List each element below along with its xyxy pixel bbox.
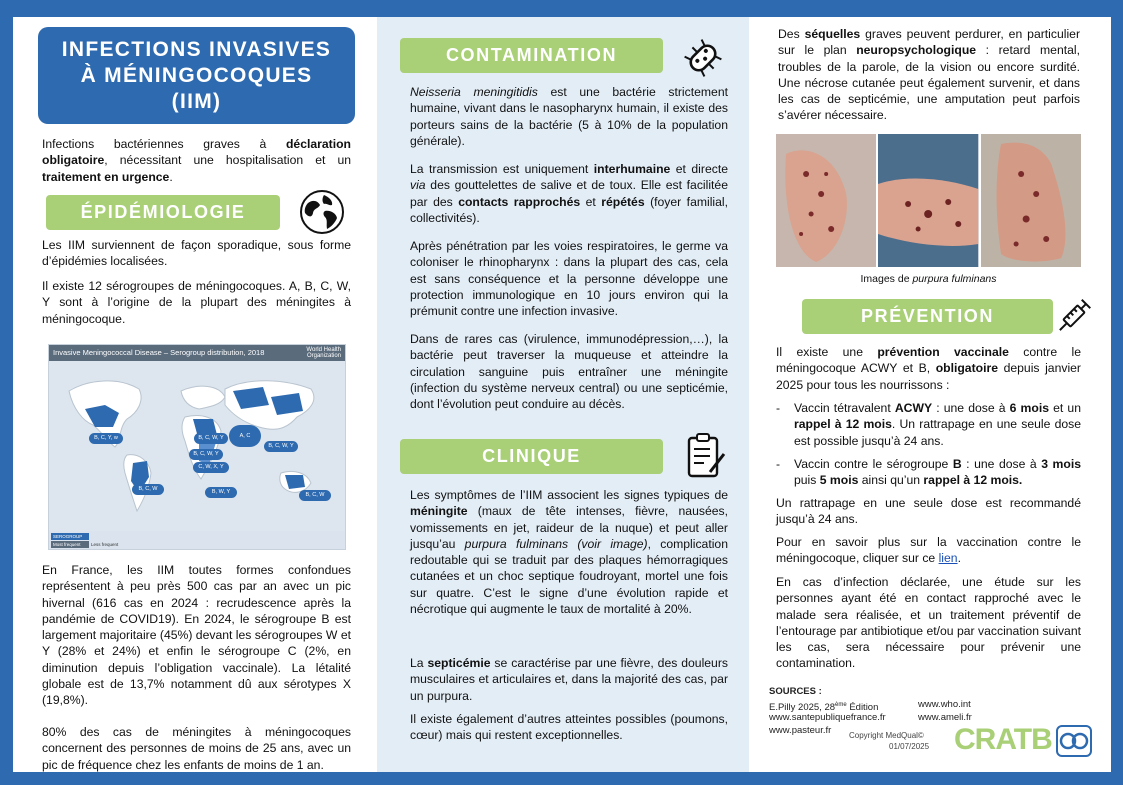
- copyright: Copyright MedQual©: [849, 731, 924, 740]
- clinique-p1: Les symptômes de l’IIM associent les signes typiques de méningite (maux de tête intenses, fièvre, nausées, vomissements en jet, raideur de la nuque) et peut aller jusqu’au purpura fulminans (voir image), complication redoutable qui se traduit par des plaques hémorragiques cutanées et un choc septique foudroyant, mortel une fois sur quatre. C’est le signe d’une évolution rapide et nécrotique qui augmente le taux de mortalité à 20%.: [410, 488, 728, 617]
- clipboard-icon: [684, 432, 728, 480]
- contamination-p3: Après pénétration par les voies respiratoires, le germe va coloniser le rhinopharynx : dans la plupart des cas, cela est sans conséquence et la personne développe une protection immunologique en 10 jours environ qui la prémunit contre une infection invasive.: [410, 239, 728, 319]
- column-contamination-clinique: [377, 17, 749, 772]
- globe-icon: [299, 189, 345, 235]
- column-epidemiology: [13, 17, 367, 772]
- clinique-heading: CLINIQUE: [400, 439, 663, 474]
- map-label: B, C, W, Y: [194, 433, 228, 444]
- page-title: [38, 27, 355, 124]
- publication-date: 01/07/2025: [889, 742, 930, 751]
- contamination-p2: La transmission est uniquement interhumaine et directe via des gouttelettes de salive et de toux. Elle est facilitée par des contacts rapprochés et répétés (foyer familial, collectivités).: [410, 162, 728, 225]
- map-label: B, C, W, Y: [189, 449, 223, 460]
- map-legend-frequent: Most frequent: [51, 541, 89, 548]
- leaflet-page: [13, 17, 1111, 772]
- map-label: C, W, X, Y: [193, 462, 229, 473]
- cratb-logo: CRATB: [954, 723, 1052, 756]
- title-line-1: INFECTIONS INVASIVES: [61, 38, 332, 61]
- prevention-bullet-b: - Vaccin contre le sérogroupe B : une dose à 3 mois puis 5 mois ainsi qu’un rappel à 12 mois.: [776, 456, 1081, 489]
- source-pilly: E.Pilly 2025, 28ème Édition: [769, 702, 879, 714]
- vaccination-link[interactable]: lien: [938, 551, 958, 566]
- intro-text: Infections bactériennes graves à déclaration obligatoire, nécessitant une hospitalisation et un traitement en urgence.: [42, 137, 351, 184]
- prevention-p3: Pour en savoir plus sur la vaccination contre le méningocoque, cliquer sur ce lien.: [776, 535, 1081, 566]
- map-legend-title: SEROGROUP: [51, 533, 89, 540]
- title-line-3: (IIM): [171, 90, 222, 113]
- contamination-p1: Neisseria meningitidis est une bactérie strictement humaine, vivant dans le nasopharynx humain, il existe des porteurs sains de la bactérie (5 à 10% de la population générale).: [410, 85, 728, 148]
- epidemiology-p1: Les IIM surviennent de façon sporadique, sous forme d’épidémies localisées.: [42, 238, 351, 269]
- map-label: B, W, Y: [205, 487, 237, 498]
- syringe-icon: [1051, 293, 1097, 339]
- map-title: Invasive Meningococcal Disease – Serogroup distribution, 2018: [49, 345, 345, 361]
- map-label: B, C, W: [299, 490, 331, 501]
- clinique-p3: Il existe également d’autres atteintes possibles (poumons, cœur) mais qui restent exceptionnelles.: [410, 712, 728, 743]
- prevention-p1: Il existe une prévention vaccinale contre le méningocoque ACWY et B, obligatoire depuis janvier 2025 pour tous les nourrissons :: [776, 345, 1081, 392]
- sequelles-text: Des séquelles graves peuvent perdurer, en particulier sur le plan neuropsychologique : retard mental, troubles de la parole, de la vision ou encore surdité. Une nécrose cutanée peut également survenir, et dans les cas de septicémie, une amputation peut parfois s’avérer nécessaire.: [778, 27, 1080, 123]
- map-label: B, C, W: [132, 484, 164, 495]
- purpura-photos: [776, 134, 1081, 267]
- prevention-p2: Un rattrapage en une seule dose est recommandé jusqu’à 24 ans.: [776, 496, 1081, 527]
- source-who[interactable]: www.who.int: [918, 699, 971, 710]
- source-spf[interactable]: www.santepubliquefrance.fr: [769, 712, 886, 723]
- prevention-bullet-acwy: - Vaccin tétravalent ACWY : une dose à 6 mois et un rappel à 12 mois. Un rattrapage en une seule dose est possible jusqu’à 24 ans.: [776, 400, 1081, 449]
- purpura-photo: [776, 134, 876, 267]
- map-label: B, C, W, Y: [264, 441, 298, 452]
- map-label: A, C: [229, 425, 261, 447]
- sources-label: SOURCES :: [769, 686, 822, 697]
- epidemiology-heading: ÉPIDÉMIOLOGIE: [46, 195, 280, 230]
- contamination-p4: Dans de rares cas (virulence, immunodépression,…), la bactérie peut traverser la muqueuse et atteindre la circulation sanguine puis entraîner une méningite (infection du système nerveux central) ou une septicémie, dont l’évolution peut conduire au décès.: [410, 332, 728, 412]
- cratb-logo-icon: [1056, 725, 1092, 757]
- contamination-heading: CONTAMINATION: [400, 38, 663, 73]
- map-org: World Health Organization: [306, 347, 341, 359]
- serogroup-map: [48, 344, 346, 550]
- photo-caption: Images de purpura fulminans: [860, 273, 997, 285]
- prevention-p4: En cas d’infection déclarée, une étude sur les personnes ayant été en contact rapproché avec le malade sera réalisée, et un traitement préventif de l’entourage par antibiotique et/ou par vaccination suivant les cas, sera nécessaire pour prévenir une contamination.: [776, 575, 1081, 671]
- epidemiology-p4: 80% des cas de méningites à méningocoques concernent des personnes de moins de 25 ans, avec un pic de fréquence chez les enfants de moins de 1 an.: [42, 725, 351, 772]
- source-pasteur[interactable]: www.pasteur.fr: [769, 725, 832, 736]
- epidemiology-p2: Il existe 12 sérogroupes de méningocoques. A, B, C, W, Y sont à l’origine de la plupart des méningites à méningocoque.: [42, 279, 351, 326]
- map-legend-less: Less frequent: [91, 542, 119, 547]
- column-prevention: [761, 17, 1111, 772]
- clinique-p2: La septicémie se caractérise par une fièvre, des douleurs musculaires et articulaires et, dans la majorité des cas, par un purpura.: [410, 656, 728, 703]
- purpura-photo: [981, 134, 1081, 267]
- bacteria-icon: [680, 35, 726, 81]
- map-label: B, C, Y, w: [89, 433, 123, 444]
- source-ameli[interactable]: www.ameli.fr: [918, 712, 972, 723]
- epidemiology-p3: En France, les IIM toutes formes confondues représentent à peu près 500 cas par an avec un pic hivernal (616 cas en 2024 : recrudescence après la pandémie de COVID19). En 2024, le sérogroupe B est largement majoritaire (45%) devant les sérogroupes W et Y (28% et 24%) et enfin le sérogroupe C (2%, en diminution depuis l’obligation vaccinale). La létalité globale est de 13,7% notamment dû aux sérotypes X (19,8%).: [42, 563, 351, 708]
- title-line-2: À MÉNINGOCOQUES: [80, 64, 313, 87]
- purpura-photo: [878, 134, 978, 267]
- world-map-graphic: [49, 361, 345, 531]
- prevention-heading: PRÉVENTION: [802, 299, 1053, 334]
